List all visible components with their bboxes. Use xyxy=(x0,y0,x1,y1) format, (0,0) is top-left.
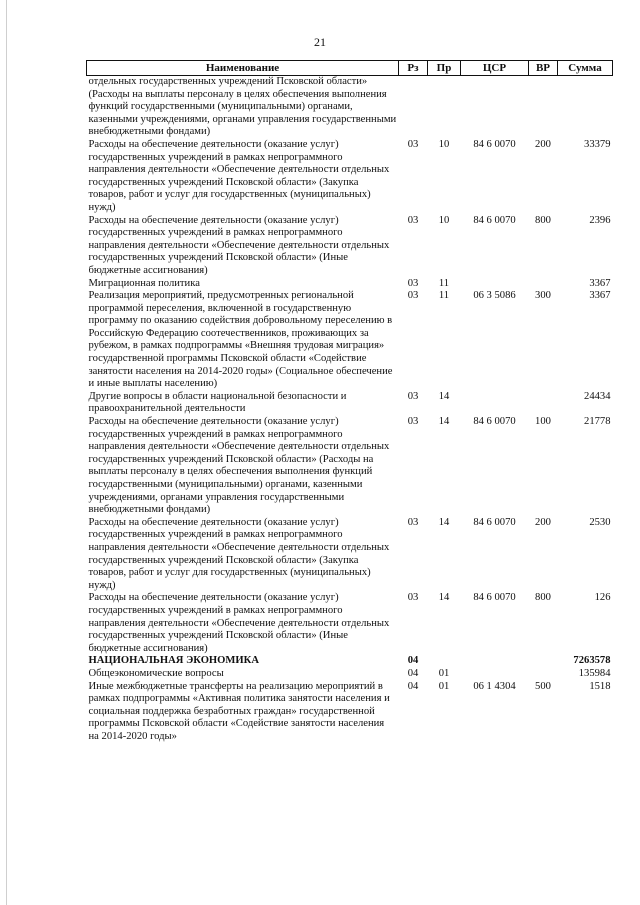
row-name: Расходы на обеспечение деятельности (оказание услуг) государственных учреждений в рамках непрограммного направления деятельности «Обеспечение деятельности отдельных государственных учреждений Псковской области» (Иные бюджетные ассигнования) xyxy=(88,592,390,654)
row-pr xyxy=(428,655,461,668)
row-rz: 04 xyxy=(407,667,419,679)
header-name: Наименование xyxy=(87,61,399,76)
row-vr: 500 xyxy=(535,680,551,692)
row-pr: 01 xyxy=(438,667,450,679)
table-row xyxy=(87,139,613,215)
row-csr xyxy=(461,76,529,139)
row-sum xyxy=(558,76,613,139)
row-rz: 03 xyxy=(407,390,419,402)
row-pr: 14 xyxy=(438,592,450,604)
table-row xyxy=(87,215,613,278)
row-csr: 06 1 4304 xyxy=(473,680,516,692)
row-csr xyxy=(461,668,529,681)
row-csr xyxy=(461,391,529,416)
row-csr: 84 6 0070 xyxy=(473,416,516,428)
row-pr: 14 xyxy=(438,390,450,402)
header-pr: Пр xyxy=(428,61,461,76)
row-rz: 03 xyxy=(407,138,419,150)
row-rz: 03 xyxy=(407,290,419,302)
row-rz: 03 xyxy=(407,214,419,226)
row-csr xyxy=(461,655,529,668)
row-vr xyxy=(529,668,558,681)
row-vr xyxy=(529,278,558,291)
row-name: НАЦИОНАЛЬНАЯ ЭКОНОМИКА xyxy=(88,655,259,667)
table-body xyxy=(87,76,613,744)
row-sum: 135984 xyxy=(578,667,611,679)
table-row xyxy=(87,681,613,744)
row-vr xyxy=(529,655,558,668)
table-row xyxy=(87,278,613,291)
row-name: Миграционная политика xyxy=(88,277,200,289)
row-csr: 84 6 0070 xyxy=(473,138,516,150)
row-sum: 7263578 xyxy=(573,655,611,667)
row-name: отдельных государственных учреждений Псковской области» (Расходы на выплаты персоналу в целях обеспечения выполнения функций государственными (муниципальными) органами, казенными учреждениями, органами управления государственными внебюджетными фондами) xyxy=(88,76,397,138)
row-rz: 03 xyxy=(407,516,419,528)
row-name: Расходы на обеспечение деятельности (оказание услуг) государственных учреждений в рамках непрограммного направления деятельности «Обеспечение деятельности отдельных государственных учреждений Псковской области» (Закупка товаров, работ и услуг для государственных (муниципальных) нужд) xyxy=(88,138,390,213)
row-name: Расходы на обеспечение деятельности (оказание услуг) государственных учреждений в рамках непрограммного направления деятельности «Обеспечение деятельности отдельных государственных учреждений Псковской области» (Расходы на выплаты персоналу в целях обеспечения выполнения функций государственными (муниципальными) органами, казенными учреждениями, органами управления государственными внебюджетными фондами) xyxy=(88,416,390,516)
row-pr: 14 xyxy=(438,416,450,428)
row-rz: 04 xyxy=(407,680,419,692)
row-name: Другие вопросы в области национальной безопасности и правоохранительной деятельности xyxy=(88,390,347,415)
row-rz: 03 xyxy=(407,592,419,604)
page-number: 21 xyxy=(314,35,326,49)
header-vr: ВР xyxy=(529,61,558,76)
row-pr: 10 xyxy=(438,214,450,226)
table-row xyxy=(87,592,613,655)
row-sum: 21778 xyxy=(584,416,611,428)
row-pr: 10 xyxy=(438,138,450,150)
table-row xyxy=(87,290,613,391)
header-rz: Рз xyxy=(399,61,428,76)
row-rz: 03 xyxy=(407,277,419,289)
row-csr: 84 6 0070 xyxy=(473,214,516,226)
row-csr xyxy=(461,278,529,291)
row-name: Расходы на обеспечение деятельности (оказание услуг) государственных учреждений в рамках непрограммного направления деятельности «Обеспечение деятельности отдельных государственных учреждений Псковской области» (Иные бюджетные ассигнования) xyxy=(88,214,390,276)
row-sum: 2530 xyxy=(589,516,611,528)
row-vr xyxy=(529,391,558,416)
row-sum: 24434 xyxy=(584,390,611,402)
page-edge xyxy=(6,0,7,905)
table-row xyxy=(87,76,613,139)
row-vr: 800 xyxy=(535,592,551,604)
table-row xyxy=(87,517,613,593)
row-vr: 300 xyxy=(535,290,551,302)
row-name: Общеэкономические вопросы xyxy=(88,667,224,679)
header-csr: ЦСР xyxy=(461,61,529,76)
row-vr: 800 xyxy=(535,214,551,226)
row-pr: 14 xyxy=(438,516,450,528)
header-sum: Сумма xyxy=(558,61,613,76)
row-vr: 100 xyxy=(535,416,551,428)
row-rz: 04 xyxy=(407,655,419,667)
row-csr: 84 6 0070 xyxy=(473,516,516,528)
row-sum: 33379 xyxy=(584,138,611,150)
row-vr: 200 xyxy=(535,138,551,150)
budget-table xyxy=(86,60,613,743)
table-row xyxy=(87,655,613,668)
row-name: Расходы на обеспечение деятельности (оказание услуг) государственных учреждений в рамках непрограммного направления деятельности «Обеспечение деятельности отдельных государственных учреждений Псковской области» (Закупка товаров, работ и услуг для государственных (муниципальных) нужд) xyxy=(88,516,390,591)
row-pr: 11 xyxy=(438,277,450,289)
row-sum: 2396 xyxy=(589,214,611,226)
row-vr xyxy=(529,76,558,139)
row-rz: 03 xyxy=(407,416,419,428)
row-sum: 126 xyxy=(594,592,611,604)
row-sum: 3367 xyxy=(589,277,611,289)
row-name: Иные межбюджетные трансферты на реализацию мероприятий в рамках подпрограммы «Активная политика занятости населения и социальная поддержка безработных граждан» государственной программы Псковской области «Содействие занятости населения на 2014-2020 годы» xyxy=(88,680,390,742)
table-row xyxy=(87,416,613,517)
row-name: Реализация мероприятий, предусмотренных региональной программой переселения, включенной в государственную программу по оказанию содействия добровольному переселению в Российскую Федерацию соотечественников, проживающих за рубежом, в рамках подпрограммы «Внешняя трудовая миграция» государственной программы Псковской области «Содействие занятости населения на 2014-2020 годы» (Социальное обеспечение и иные выплаты населению) xyxy=(88,290,393,390)
row-pr: 01 xyxy=(438,680,450,692)
table-row xyxy=(87,668,613,681)
row-rz xyxy=(399,76,428,139)
row-pr xyxy=(428,76,461,139)
table-header-row xyxy=(87,61,613,76)
row-sum: 3367 xyxy=(589,290,611,302)
row-sum: 1518 xyxy=(589,680,611,692)
row-vr: 200 xyxy=(535,516,551,528)
table-row xyxy=(87,391,613,416)
row-csr: 84 6 0070 xyxy=(473,592,516,604)
row-pr: 11 xyxy=(438,290,450,302)
row-csr: 06 3 5086 xyxy=(473,290,516,302)
